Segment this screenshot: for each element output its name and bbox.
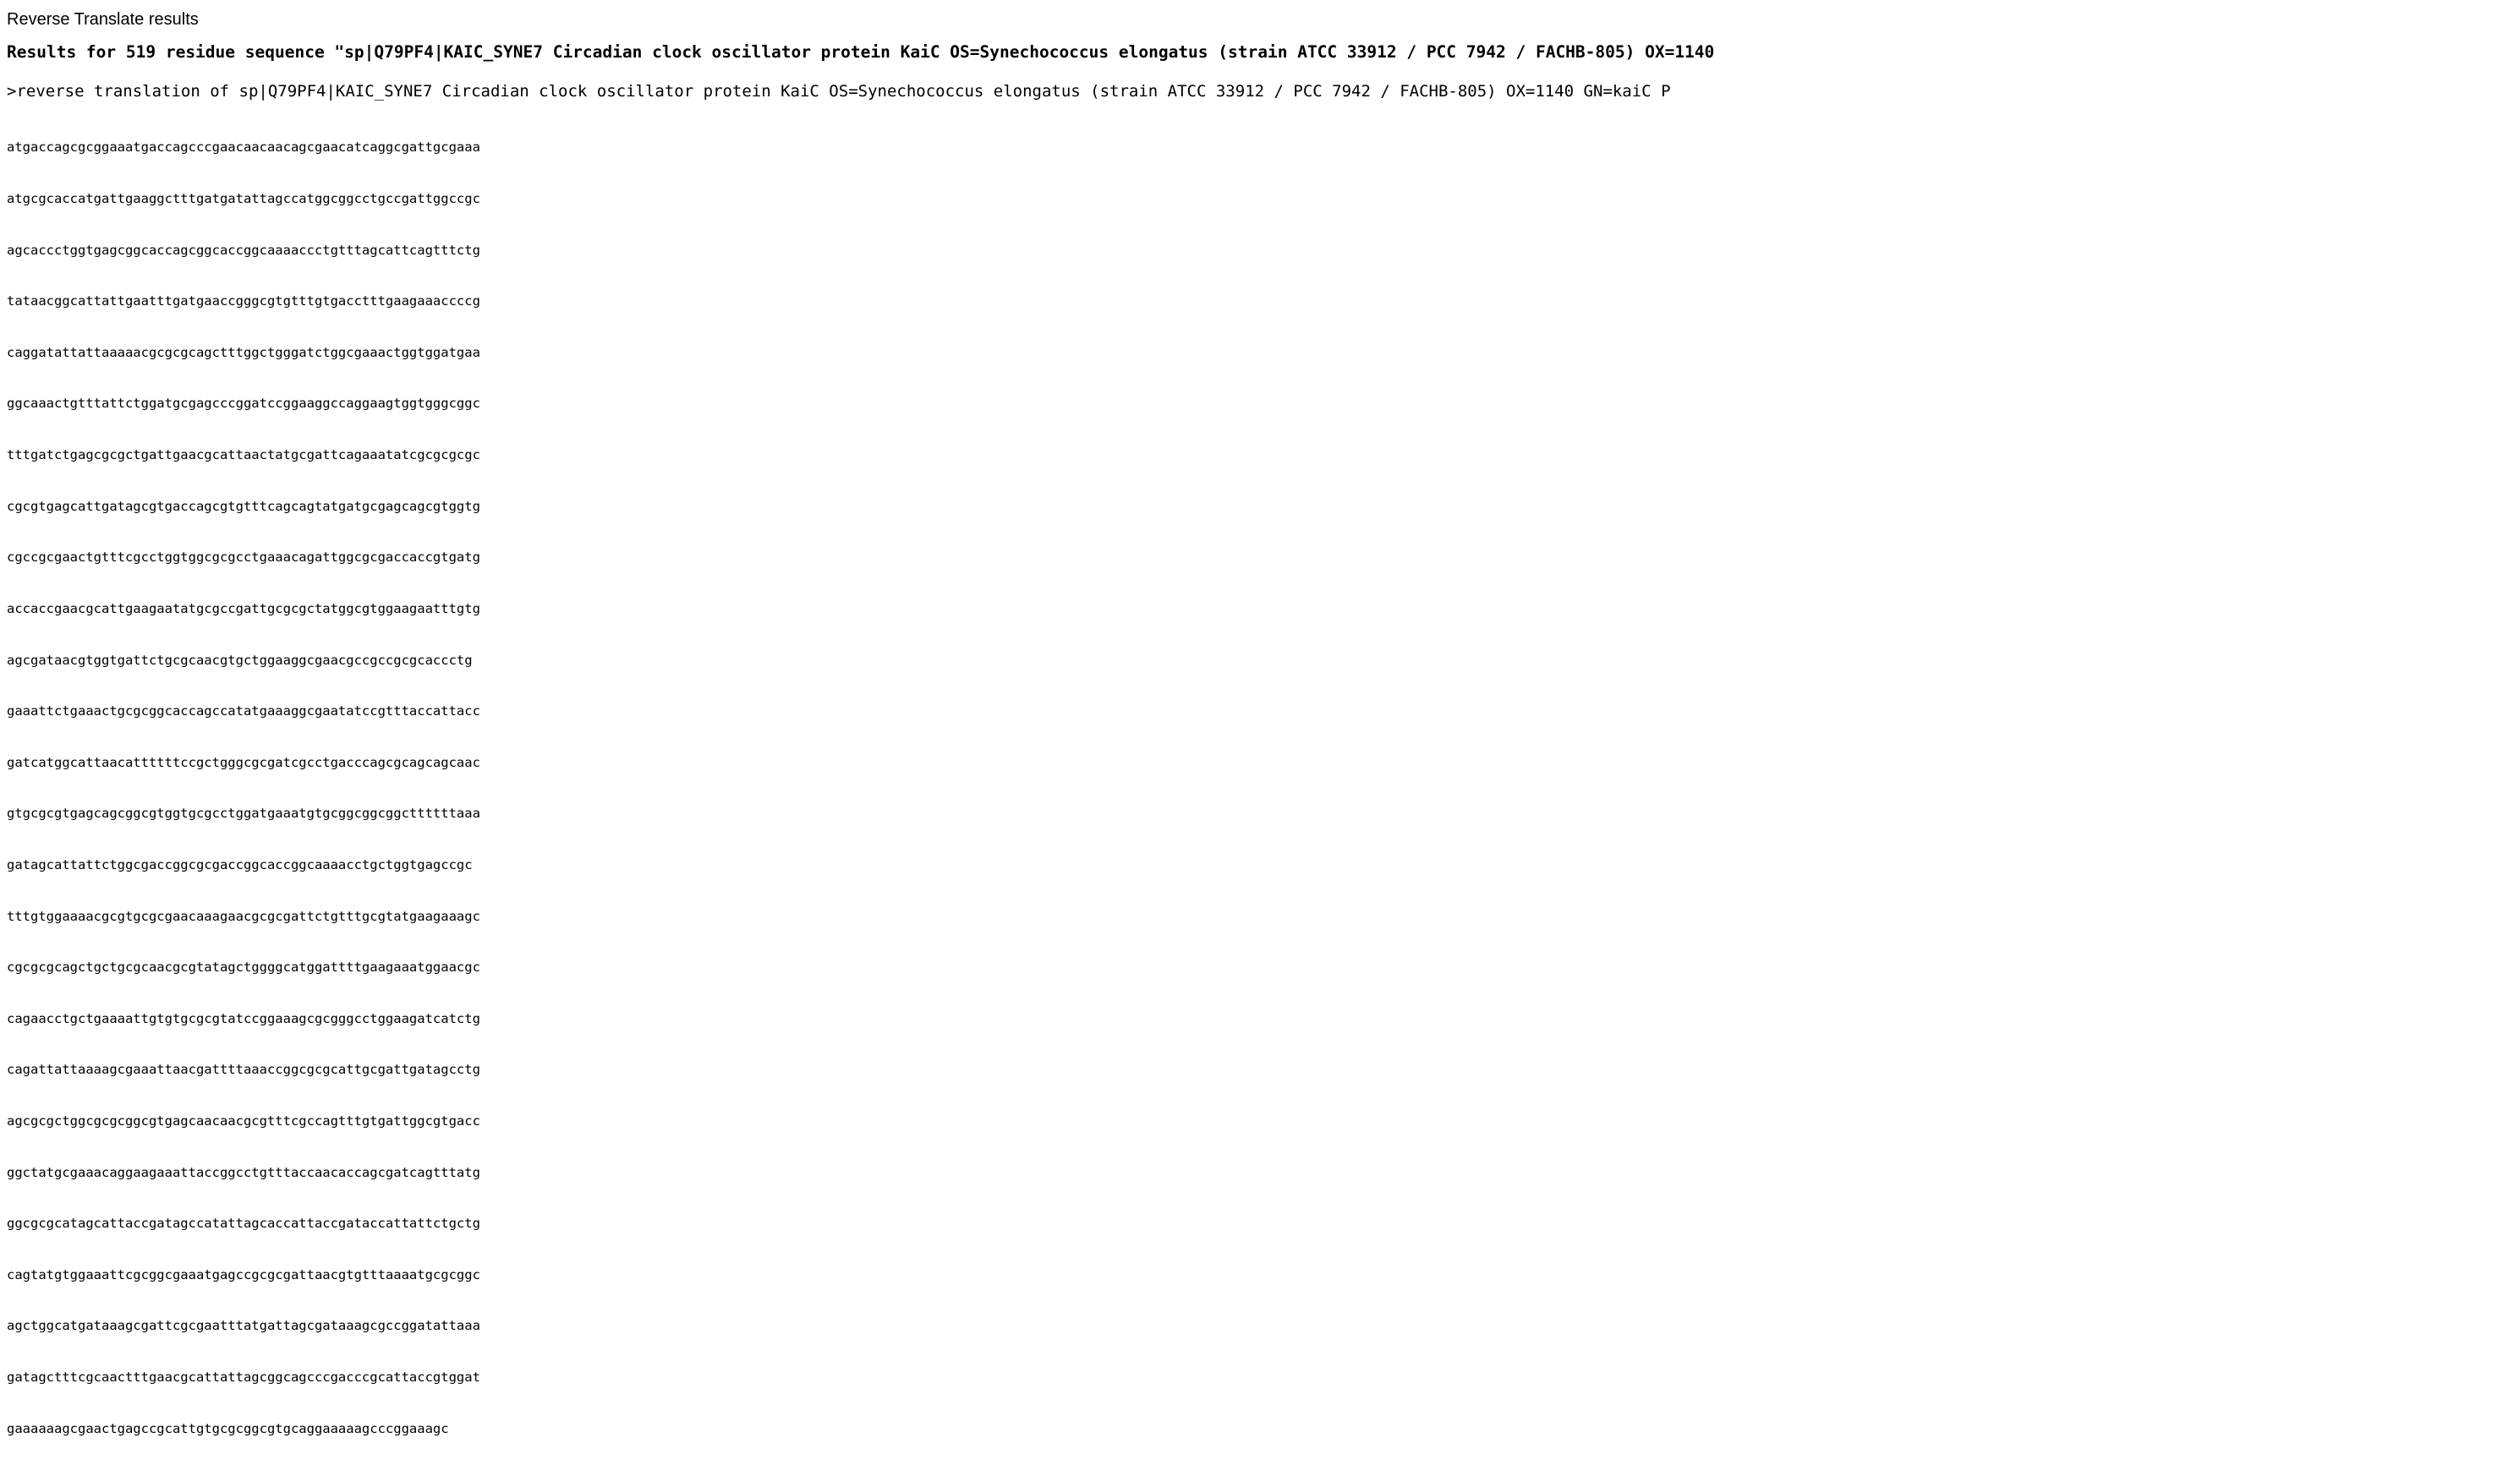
sequence-line: ggctatgcgaaacaggaagaaattaccggcctgtttaccaacaccagcgatcagtttatg <box>7 1164 480 1180</box>
sequence-line: agcaccctggtgagcggcaccagcggcaccggcaaaaccctgtttagcattcagtttctg <box>7 242 480 258</box>
sequence-line: ggcaaactgtttattctggatgcgagcccggatccggaaggccaggaagtggtgggcggc <box>7 396 480 412</box>
sequence-line: atgaccagcgcggaaatgaccagcccgaacaacaacagcgaacatcaggcgattgcgaaa <box>7 139 480 156</box>
sequence-line: tataacggcattattgaatttgatgaaccgggcgtgtttgtgacctttgaagaaaccccg <box>7 293 480 309</box>
sequence-line: agctggcatgataaagcgattcgcgaatttatgattagcgataaagcgccggatattaaa <box>7 1318 480 1334</box>
sequence-line: atgcgcaccatgattgaaggctttgatgatattagccatggcggcctgccgattggccgc <box>7 191 480 207</box>
sequence-line: cgcgcgcagctgctgcgcaacgcgtatagctggggcatggattttgaagaaatggaacgc <box>7 960 480 976</box>
results-heading: Results for 519 residue sequence "sp|Q79PF4|KAIC_SYNE7 Circadian clock oscillator protein KaiC OS=Synechococcus elongatus (strain ATCC 33912 / PCC 7942 / FACHB-805) OX=1140 <box>7 42 1715 62</box>
sequence-line: cgccgcgaactgtttcgcctggtggcgcgcctgaaacagattggcgcgaccaccgtgatg <box>7 550 480 566</box>
sequence-line: caggatattattaaaaacgcgcgcagctttggctgggatctggcgaaactggtggatgaa <box>7 344 480 360</box>
sequence-line: gatagctttcgcaactttgaacgcattattagcggcagcccgacccgcattaccgtggat <box>7 1370 480 1386</box>
sequence-line: gaaattctgaaactgcgcggcaccagccatatgaaaggcgaatatccgtttaccattacc <box>7 703 480 719</box>
sequence-line: cagattattaaaagcgaaattaacgattttaaaccggcgcgcattgcgattgatagcctg <box>7 1062 480 1078</box>
sequence-line: gaaaaaagcgaactgagccgcattgtgcgcggcgtgcaggaaaaagcccggaaagc <box>7 1420 449 1436</box>
sequence-line: cagtatgtggaaattcgcggcgaaatgagccgcgcgattaacgtgtttaaaatgcgcggc <box>7 1266 480 1282</box>
sequence-line: ggcgcgcatagcattaccgatagccatattagcaccattaccgataccattattctgctg <box>7 1216 480 1232</box>
page-title: Reverse Translate results <box>7 10 199 29</box>
fasta-header-line: >reverse translation of sp|Q79PF4|KAIC_SYNE7 Circadian clock oscillator protein KaiC OS=Synechococcus elongatus (strain ATCC 33912 / PCC 7942 / FACHB-805) OX=1140 GN=kaiC P <box>7 82 1671 101</box>
sequence-line: cagaacctgctgaaaattgtgtgcgcgtatccggaaagcgcgggcctggaagatcatctg <box>7 1010 480 1026</box>
sequence-line: tttgatctgagcgcgctgattgaacgcattaactatgcgattcagaaatatcgcgcgcgc <box>7 447 480 463</box>
sequence-line: accaccgaacgcattgaagaatatgcgccgattgcgcgctatggcgtggaagaatttgtg <box>7 600 480 616</box>
sequence-line: agcgataacgtggtgattctgcgcaacgtgctggaaggcgaacgccgccgcgcaccctg <box>7 652 473 668</box>
sequence-line: gatagcattattctggcgaccggcgcgaccggcaccggcaaaacctgctggtgagccgc <box>7 856 473 872</box>
sequence-line: gtgcgcgtgagcagcggcgtggtgcgcctggatgaaatgtgcggcggcggcttttttaaa <box>7 806 480 822</box>
nucleotide-sequence-block <box>7 105 2520 1471</box>
sequence-line: gatcatggcattaacattttttccgctgggcgcgatcgcctgacccagcgcagcagcaac <box>7 754 480 770</box>
sequence-line: agcgcgctggcgcgcggcgtgagcaacaacgcgtttcgccagtttgtgattggcgtgacc <box>7 1113 480 1129</box>
sequence-line: tttgtggaaaacgcgtgcgcgaacaaagaacgcgcgattctgtttgcgtatgaagaaagc <box>7 908 480 924</box>
sequence-line: cgcgtgagcattgatagcgtgaccagcgtgtttcagcagtatgatgcgagcagcgtggtg <box>7 498 480 514</box>
